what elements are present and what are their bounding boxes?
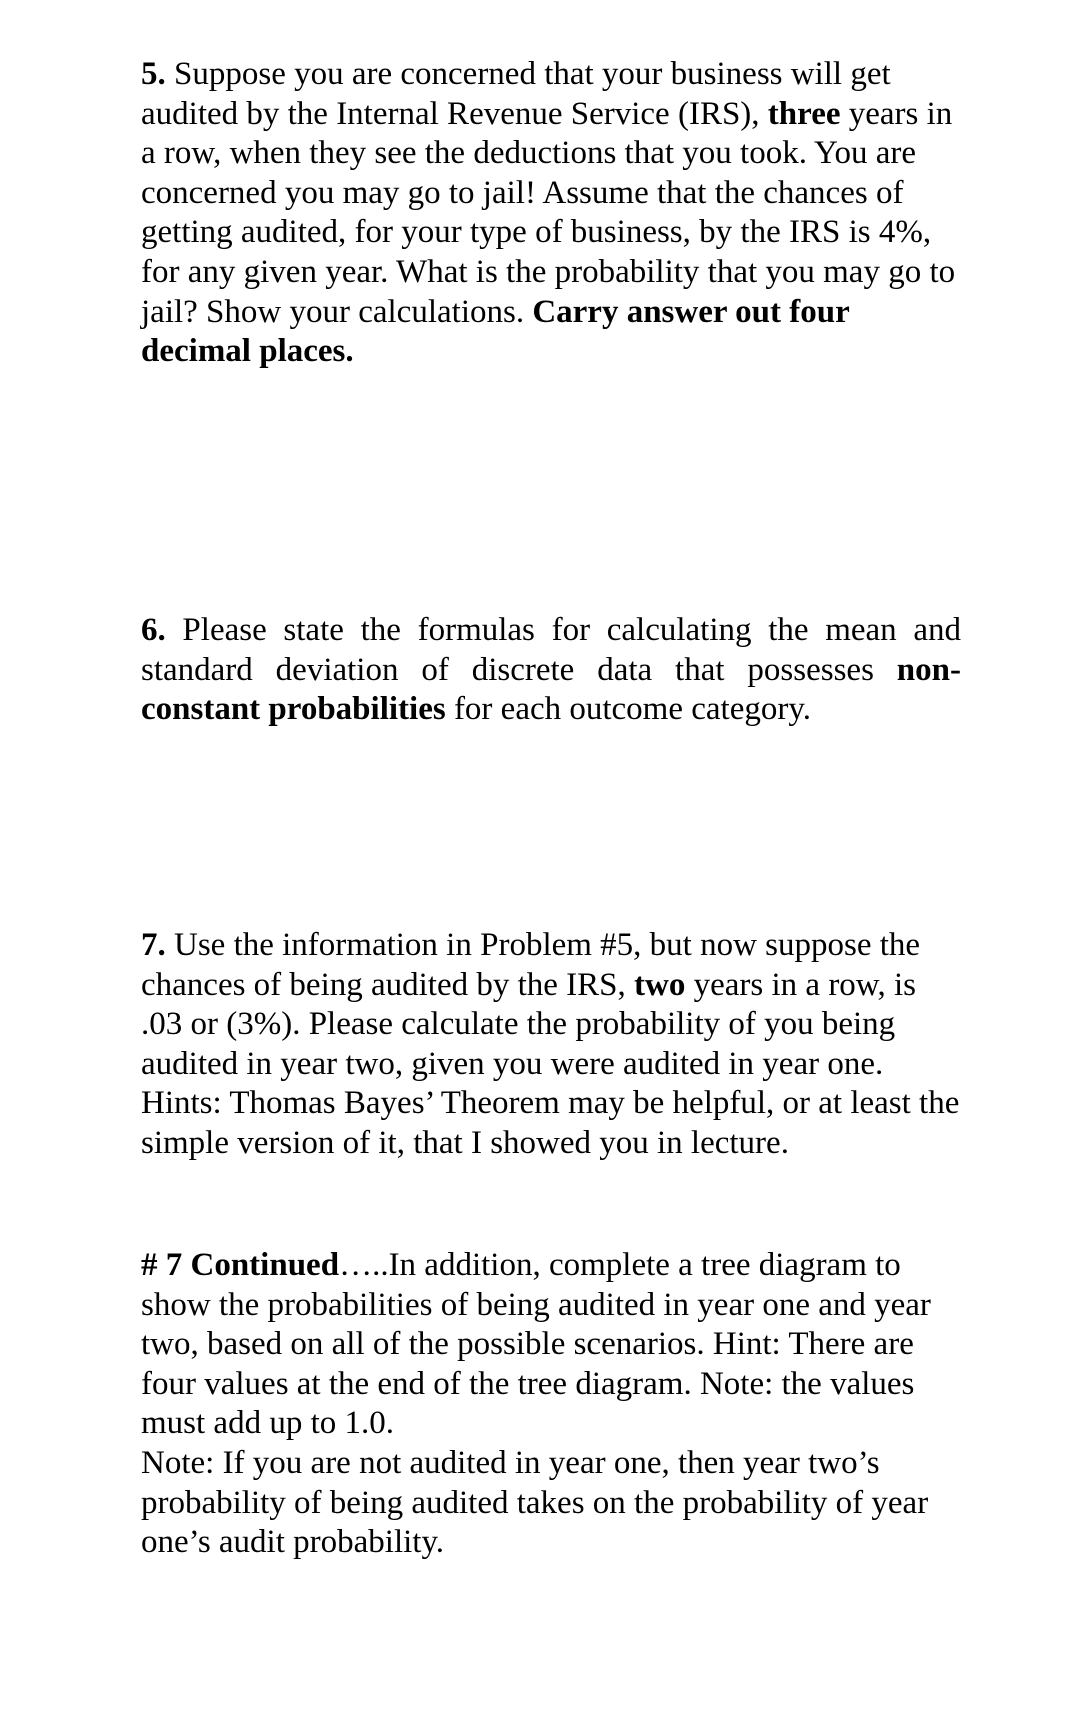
problem-6-text-b: for each outcome category. <box>445 691 811 728</box>
problem-7-emphasis-two: two <box>634 966 686 1003</box>
problem-5-text-a: Suppose you are concerned that your business will get audited by the Internal Revenue Service (IRS), <box>141 56 891 132</box>
problem-5-number: 5. <box>141 56 166 92</box>
problem-7-continued-heading: # 7 Continued <box>141 1247 340 1283</box>
problem-7-number: 7. <box>141 927 166 963</box>
problem-6-number: 6. <box>141 612 166 648</box>
problem-7-continued-text: …..In addition, complete a tree diagram to show the probabilities of being audited in year one and year two, based on all of the possible scenarios. Hint: There are four values at the end of the tree diagram. Note: the values must add up to 1.0. <box>141 1247 931 1442</box>
problem-7-text-a: Use the information in Problem #5, but now suppose the chances of being audited by the IRS, <box>141 927 921 1003</box>
problem-5-emphasis-three: three <box>767 95 841 132</box>
problem-7-text-b: years in a row, is .03 or (3%). Please calculate the probability of you being audited in year two, given you were audited in year one. Hints: Thomas Bayes’ Theorem may be helpful, or at least the simple version of it, that I showed you in lecture. <box>141 966 960 1161</box>
problem-6 <box>141 611 961 730</box>
problem-7-continued <box>141 1246 961 1444</box>
problem-6-emphasis: non-constant probabilities <box>141 651 961 728</box>
problem-7 <box>141 926 961 1164</box>
problem-5 <box>141 55 961 372</box>
problem-5-instruction: Carry answer out four decimal places. <box>141 293 850 370</box>
problem-7-note: Note: If you are not audited in year one, then year two’s probability of being audited takes on the probability of year one’s audit probability. <box>141 1445 929 1561</box>
problem-5-text-b: years in a row, when they see the deductions that you took. You are concerned you may go to jail! Assume that the chances of getting audited, for your type of business, by the IRS is 4%, for any given year. What is the probability that you may go to jail? Show your calculations. <box>141 95 956 330</box>
problem-6-text-a: Please state the formulas for calculating the mean and standard deviation of discrete data that possesses <box>141 612 961 688</box>
